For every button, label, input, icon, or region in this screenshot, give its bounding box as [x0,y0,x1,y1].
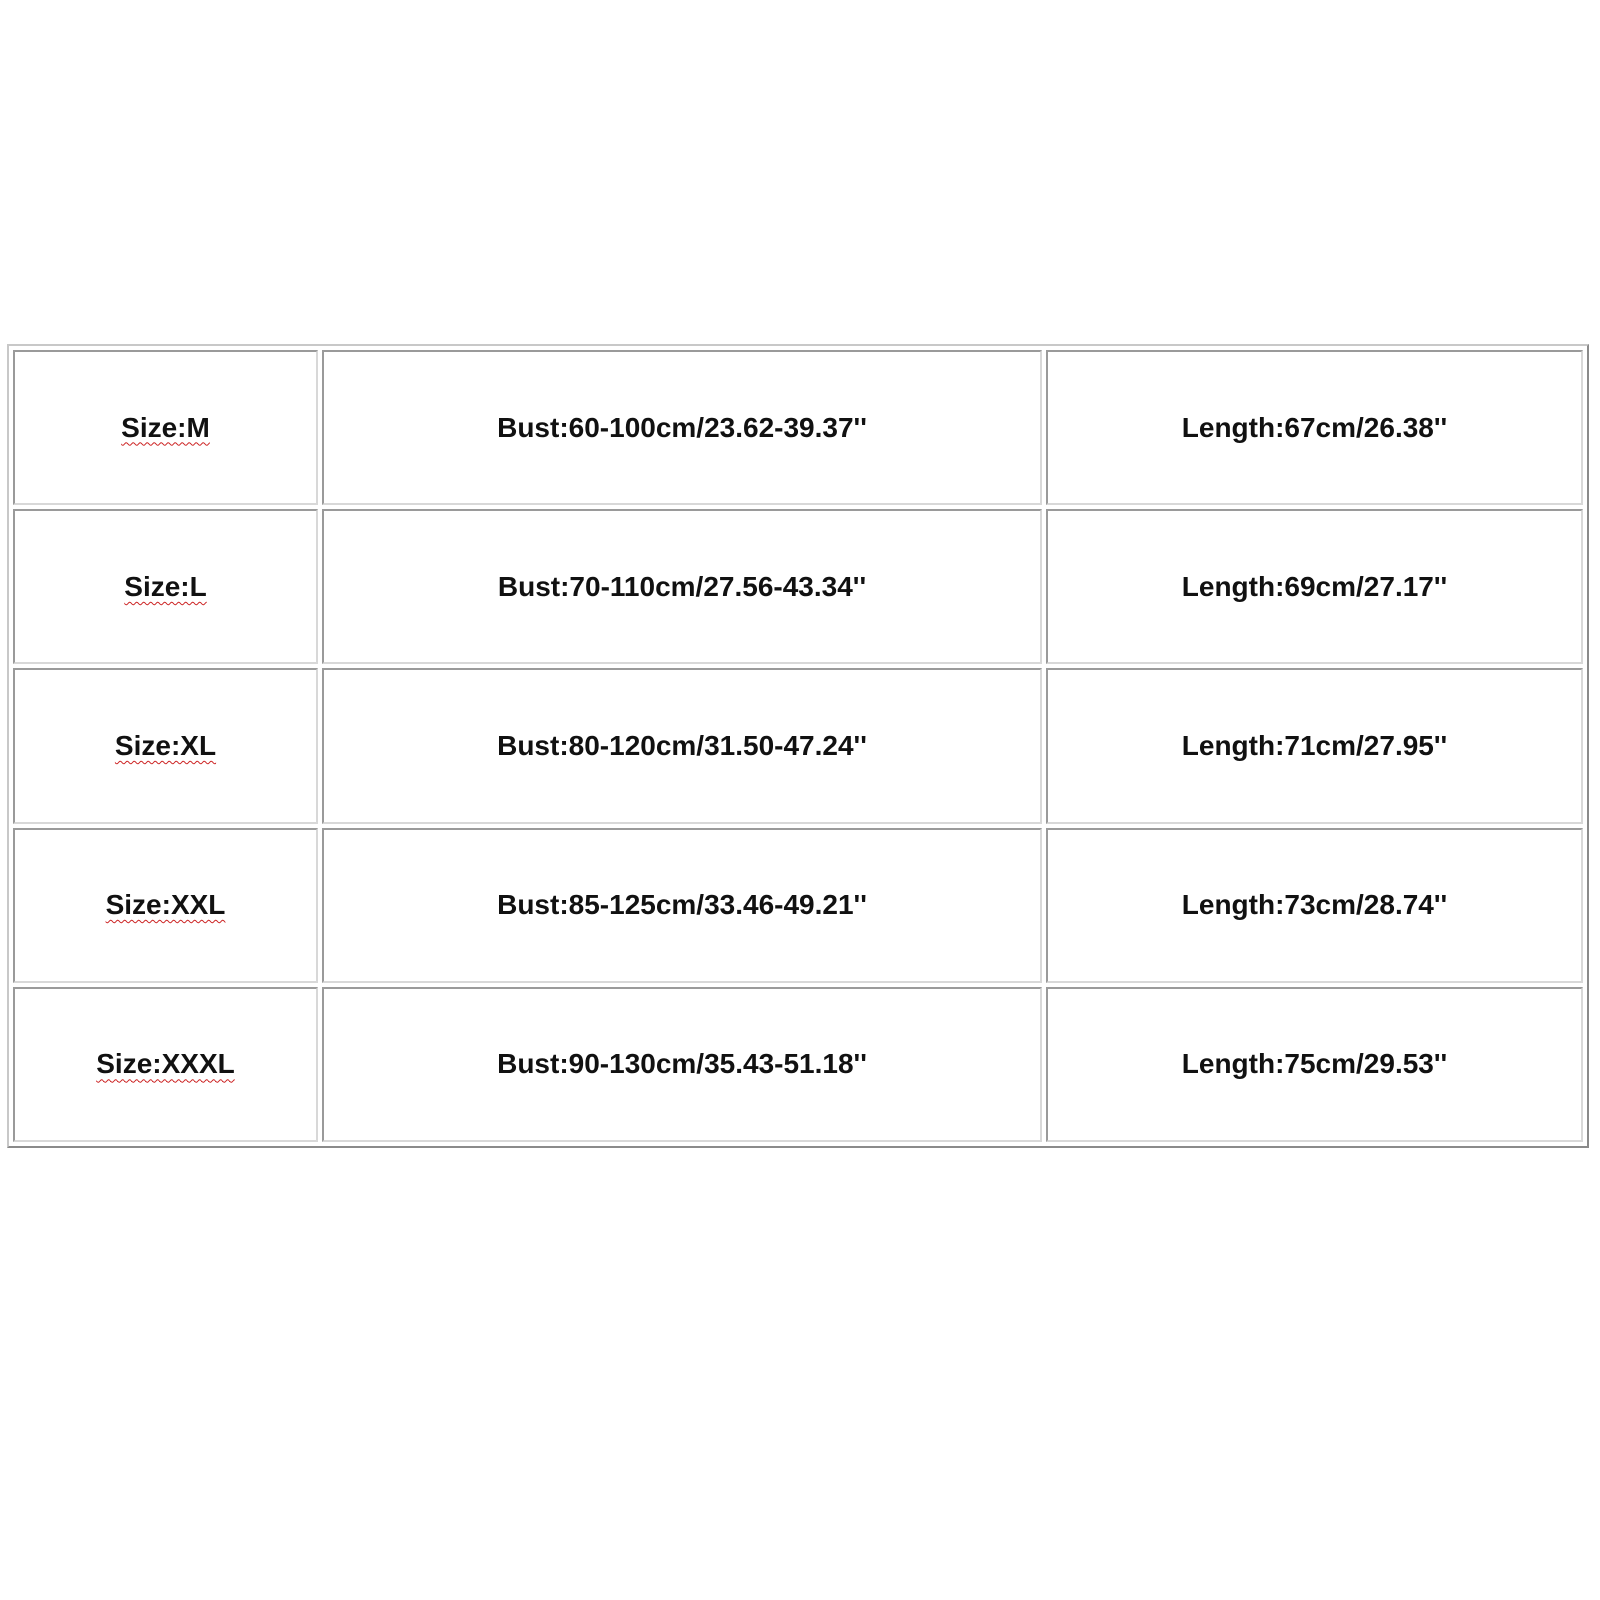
length-value: Length:67cm/26.38'' [1181,411,1448,443]
bust-value: Bust:85-125cm/33.46-49.21'' [497,889,867,921]
bust-cell [322,668,1042,823]
length-cell [1046,828,1583,983]
size-label: Size:XL [114,729,217,761]
table-row [13,509,1583,664]
size-cell [13,987,318,1142]
table-row [13,828,1583,983]
bust-cell [322,828,1042,983]
bust-value: Bust:70-110cm/27.56-43.34'' [497,570,867,602]
length-cell [1046,509,1583,664]
bust-value: Bust:60-100cm/23.62-39.37'' [497,411,867,443]
bust-cell [322,350,1042,505]
size-label: Size:XXXL [96,1048,235,1080]
size-cell [13,509,318,664]
size-label: Size:XXL [105,889,226,921]
length-cell [1046,668,1583,823]
table-row [13,350,1583,505]
length-value: Length:69cm/27.17'' [1181,570,1448,602]
size-chart-table [7,344,1589,1148]
size-label: Size:M [121,411,210,443]
length-value: Length:71cm/27.95'' [1181,729,1448,761]
bust-value: Bust:80-120cm/31.50-47.24'' [497,729,867,761]
size-cell [13,668,318,823]
table-row [13,668,1583,823]
length-value: Length:75cm/29.53'' [1181,1048,1448,1080]
bust-value: Bust:90-130cm/35.43-51.18'' [497,1048,867,1080]
bust-cell [322,509,1042,664]
size-cell [13,828,318,983]
table-row [13,987,1583,1142]
length-value: Length:73cm/28.74'' [1181,889,1448,921]
size-label: Size:L [124,570,207,602]
bust-cell [322,987,1042,1142]
size-cell [13,350,318,505]
length-cell [1046,350,1583,505]
length-cell [1046,987,1583,1142]
